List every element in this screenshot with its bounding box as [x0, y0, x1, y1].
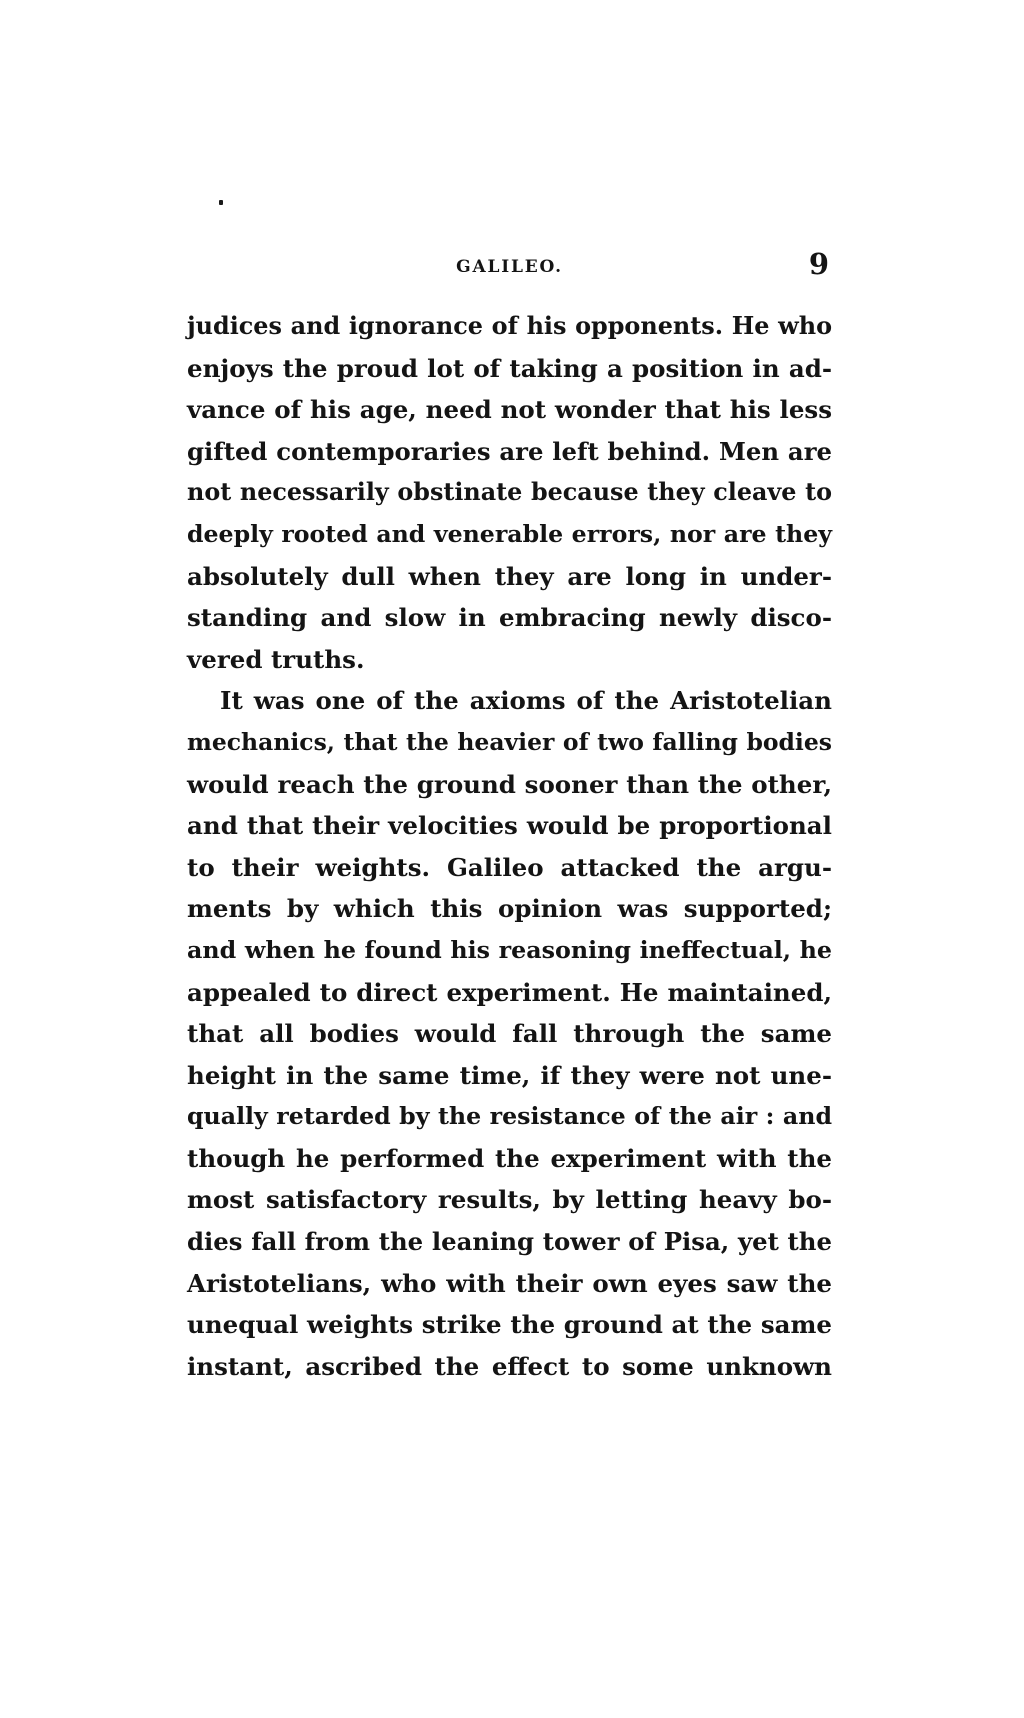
text-line: enjoys the proud lot of taking a position in ad- — [187, 353, 832, 383]
text-line: vance of his age, need not wonder that his less — [187, 395, 832, 425]
text-line: qually retarded by the resistance of the air : and — [187, 1102, 832, 1131]
text-line: deeply rooted and venerable errors, nor are they — [187, 519, 832, 548]
text-line: absolutely dull when they are long in under- — [187, 561, 832, 591]
text-line: It was one of the axioms of the Aristotelian — [220, 686, 832, 716]
text-line: gifted contemporaries are left behind. Men are — [187, 436, 832, 466]
paragraph-2 — [187, 680, 832, 1387]
text-line: Aristotelians, who with their own eyes saw the — [187, 1268, 832, 1298]
running-title: GALILEO. — [456, 257, 563, 277]
text-line: dies fall from the leaning tower of Pisa, yet the — [187, 1227, 832, 1257]
text-line: and that their velocities would be proportional — [187, 811, 832, 841]
text-line: would reach the ground sooner than the other, — [187, 769, 832, 799]
running-head — [187, 247, 832, 287]
text-line: to their weights. Galileo attacked the argu- — [187, 852, 832, 882]
text-line: height in the same time, if they were not une- — [187, 1060, 832, 1090]
body-text — [187, 306, 832, 1387]
ink-speck — [219, 200, 223, 205]
text-line: vered truths. — [187, 644, 365, 674]
text-line: ments by which this opinion was supported; — [187, 894, 832, 924]
paragraph-1 — [187, 306, 832, 680]
text-line: mechanics, that the heavier of two falling bodies — [187, 727, 832, 756]
text-line: instant, ascribed the effect to some unknown — [187, 1351, 832, 1381]
page-number: 9 — [808, 247, 829, 281]
text-line: unequal weights strike the ground at the same — [187, 1310, 832, 1340]
text-line: most satisfactory results, by letting heavy bo- — [187, 1185, 832, 1215]
text-line: not necessarily obstinate because they cleave to — [187, 478, 832, 507]
text-line: that all bodies would fall through the same — [187, 1019, 832, 1049]
text-line: though he performed the experiment with the — [187, 1143, 832, 1173]
text-line: judices and ignorance of his opponents. He who — [187, 312, 832, 340]
text-line: appealed to direct experiment. He maintained, — [187, 977, 832, 1007]
text-line: standing and slow in embracing newly disco- — [187, 603, 832, 633]
text-line: and when he found his reasoning ineffectual, he — [187, 935, 832, 964]
